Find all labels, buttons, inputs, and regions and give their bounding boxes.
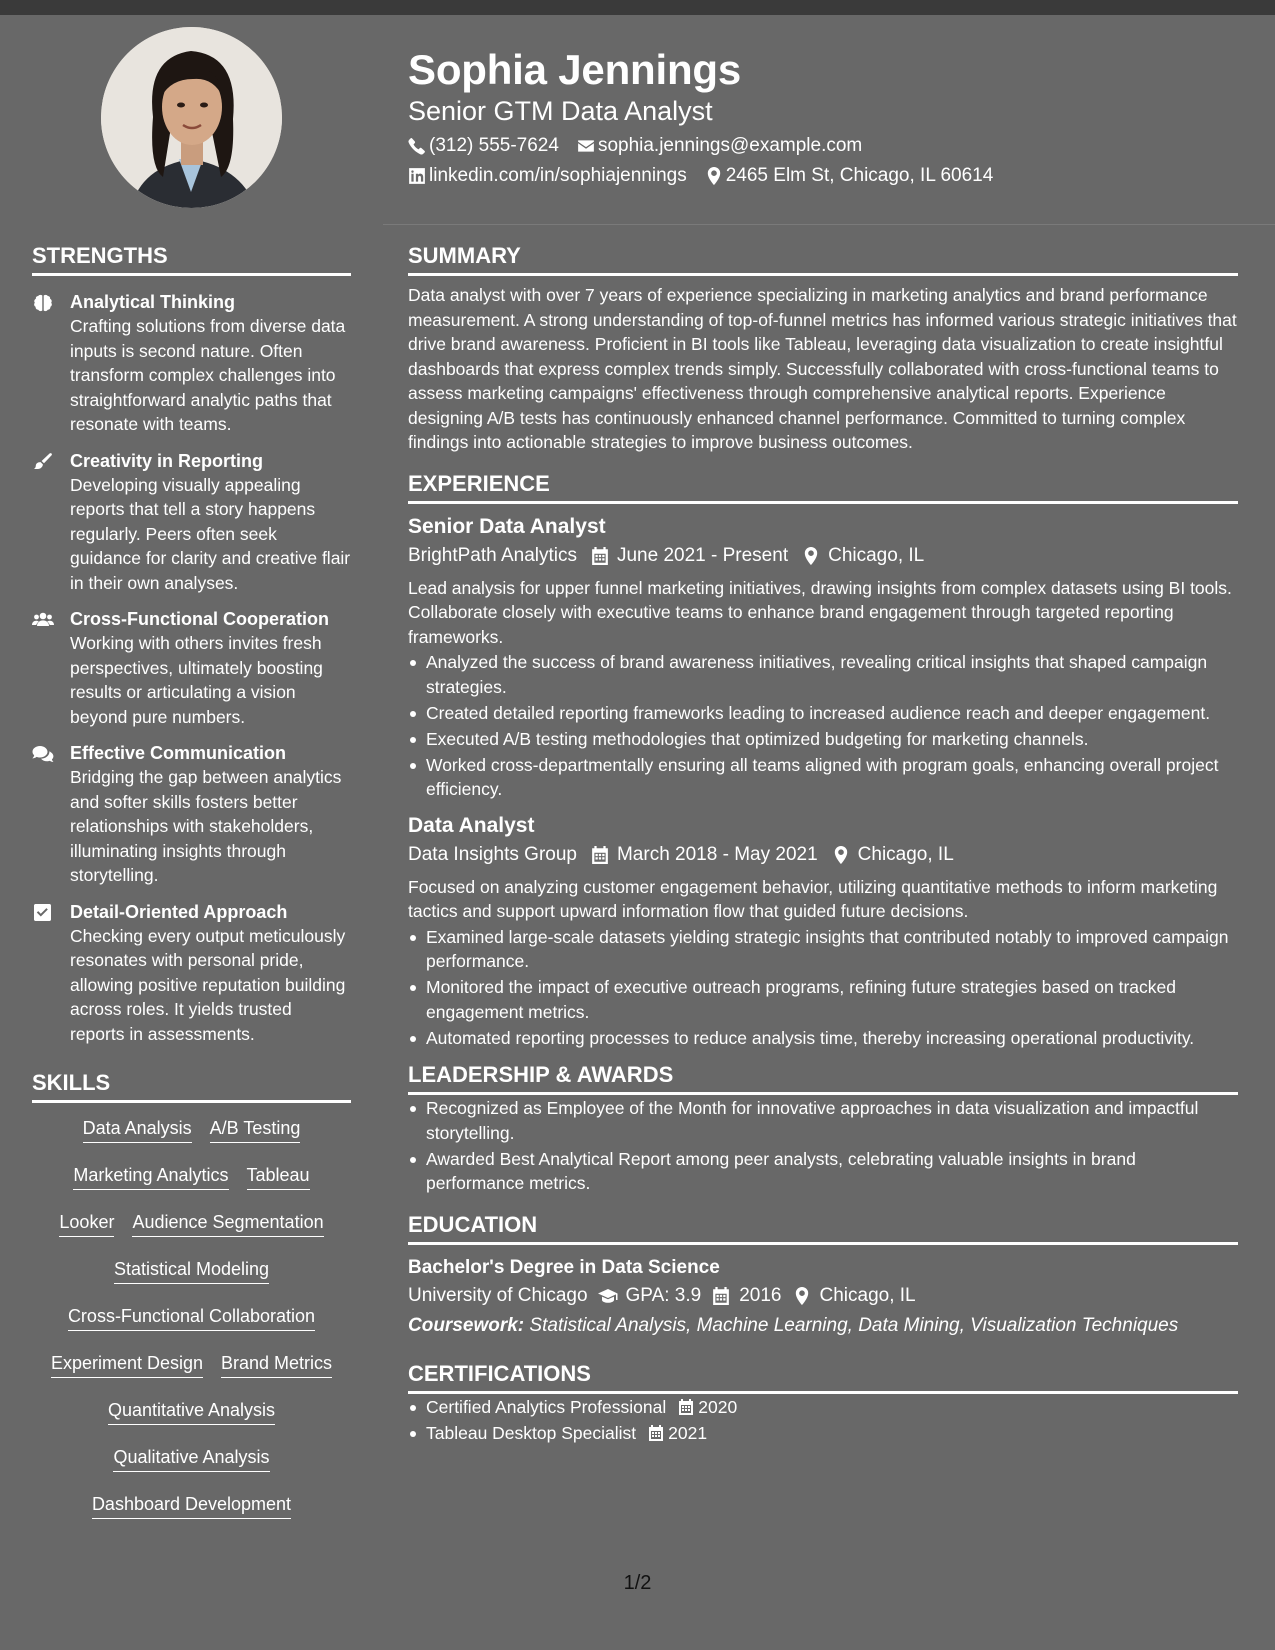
school-name: University of Chicago: [408, 1284, 588, 1306]
linkedin-item[interactable]: [408, 164, 687, 188]
address-item: [705, 164, 994, 188]
leadership-heading: LEADERSHIP & AWARDS: [408, 1062, 1238, 1095]
job-title: Senior Data Analyst: [408, 514, 606, 538]
strength-desc: Bridging the gap between analytics and softer skills fosters better relationships with stakeholders, illuminating insights through storytelling.: [70, 767, 342, 885]
skill-tag: Tableau: [247, 1162, 310, 1190]
bullet-item: Created detailed reporting frameworks leading to increased audience reach and deeper engagement.: [408, 701, 1238, 726]
strength-desc: Working with others invites fresh perspectives, ultimately boosting results or articulating a vision beyond pure numbers.: [70, 633, 323, 727]
coursework-text: Statistical Analysis, Machine Learning, Data Mining, Visualization Techniques: [529, 1314, 1179, 1336]
skill-tag: Statistical Modeling: [114, 1256, 269, 1284]
bullet-item: Worked cross-departmentally ensuring all teams aligned with program goals, enhancing overall project efficiency.: [408, 753, 1238, 802]
candidate-title: Senior GTM Data Analyst: [408, 96, 713, 126]
job-description: Focused on analyzing customer engagement behavior, utilizing quantitative methods to inform marketing tactics and support upward information flow that guided future decisions.: [408, 876, 1218, 921]
job-entry: [408, 513, 1238, 802]
skill-tag: Looker: [59, 1209, 114, 1237]
graduation-cap-icon: [598, 1287, 618, 1305]
job-meta: [408, 541, 1238, 571]
brain-icon: [32, 294, 54, 312]
email-text: sophia.jennings@example.com: [597, 135, 863, 156]
leadership-list: [408, 1096, 1238, 1196]
bullet-item: Monitored the impact of executive outreach programs, refining future strategies based on tracked engagement metrics.: [408, 975, 1238, 1024]
strengths-heading: STRENGTHS: [32, 243, 351, 276]
skills-heading: SKILLS: [32, 1070, 351, 1103]
map-pin-icon: [792, 1287, 812, 1305]
coursework-label: Coursework:: [408, 1314, 525, 1336]
contact-row-1: [408, 134, 1248, 158]
skill-tag: Qualitative Analysis: [113, 1444, 269, 1472]
linkedin-text: linkedin.com/in/sophiajennings: [429, 165, 687, 186]
certification-year: 2020: [698, 1396, 738, 1417]
job-entry: [408, 812, 1238, 1051]
bullet-item: Automated reporting processes to reduce analysis time, thereby increasing operational productivity.: [408, 1026, 1238, 1051]
calendar-icon: [591, 547, 609, 565]
summary-heading: SUMMARY: [408, 243, 1238, 276]
calendar-icon: [678, 1399, 694, 1415]
calendar-icon: [711, 1287, 731, 1305]
calendar-icon: [591, 846, 609, 864]
top-bar: [0, 0, 1275, 15]
strength-desc: Crafting solutions from diverse data inputs is second nature. Often transform complex challenges into straightforward analytic paths that resonate with teams.: [70, 316, 346, 434]
skill-tag: Experiment Design: [51, 1350, 203, 1378]
award-item: Awarded Best Analytical Report among peer analysts, celebrating valuable insights in brand performance metrics.: [408, 1147, 1238, 1196]
school-location: Chicago, IL: [819, 1284, 916, 1306]
certification-name: Certified Analytics Professional: [426, 1396, 667, 1417]
checkbox-icon: [32, 904, 54, 922]
email-item[interactable]: [577, 134, 862, 158]
certification-item: [408, 1395, 1238, 1420]
map-pin-icon: [705, 167, 723, 185]
phone-icon: [408, 137, 426, 155]
calendar-icon: [648, 1425, 664, 1441]
phone-item[interactable]: [408, 134, 559, 158]
job-location: Chicago, IL: [828, 544, 925, 566]
strength-desc: Checking every output meticulously resonates with personal pride, allowing positive reputation building across roles. It yields trusted reports in assessments.: [70, 925, 346, 1044]
skill-tag: Data Analysis: [83, 1115, 192, 1143]
comments-icon: [32, 745, 54, 763]
linkedin-icon: [408, 167, 426, 185]
page-number: 1/2: [623, 1572, 652, 1594]
job-meta: [408, 840, 1238, 870]
job-bullets: [408, 650, 1238, 802]
profile-photo: [101, 27, 282, 208]
skill-tag: Quantitative Analysis: [108, 1397, 275, 1425]
job-dates: March 2018 - May 2021: [616, 843, 818, 865]
phone-text: (312) 555-7624: [429, 135, 559, 156]
strength-title: Creativity in Reporting: [70, 450, 264, 471]
header-divider: [383, 224, 1275, 225]
degree-title: Bachelor's Degree in Data Science: [408, 1256, 720, 1278]
graduation-year: 2016: [739, 1284, 782, 1306]
job-description: Lead analysis for upper funnel marketing initiatives, drawing insights from complex datasets using BI tools. Collaborate closely with executive teams to enhance brand engagement through targeted reporting frameworks.: [408, 577, 1232, 647]
strength-item: [32, 449, 351, 596]
education-heading: EDUCATION: [408, 1212, 1238, 1245]
strength-item: [32, 607, 351, 729]
strength-item: [32, 900, 351, 1047]
strength-item: [32, 290, 351, 437]
map-pin-icon: [802, 547, 820, 565]
certification-name: Tableau Desktop Specialist: [426, 1422, 637, 1443]
strength-desc: Developing visually appealing reports that tell a story happens regularly. Peers often seek guidance for clarity and creative flair in their own analyses.: [70, 474, 351, 593]
envelope-icon: [577, 137, 595, 155]
bullet-item: Examined large-scale datasets yielding strategic insights that contributed notably to improved campaign performance.: [408, 925, 1238, 974]
resume-header: [408, 44, 1248, 188]
left-column: [32, 243, 351, 1538]
skill-tag: Cross-Functional Collaboration: [68, 1303, 315, 1331]
gpa-text: GPA: 3.9: [625, 1284, 702, 1306]
certification-year: 2021: [668, 1422, 708, 1443]
skill-tag: Brand Metrics: [221, 1350, 332, 1378]
strengths-list: [32, 290, 351, 1046]
certifications-heading: CERTIFICATIONS: [408, 1361, 1238, 1394]
skill-tag: Dashboard Development: [92, 1491, 291, 1519]
job-title: Data Analyst: [408, 813, 535, 837]
skills-list: [32, 1103, 351, 1538]
experience-heading: EXPERIENCE: [408, 471, 1238, 504]
certification-item: [408, 1421, 1238, 1446]
address-text: 2465 Elm St, Chicago, IL 60614: [725, 165, 994, 186]
strength-title: Analytical Thinking: [70, 292, 236, 312]
bullet-item: Executed A/B testing methodologies that optimized budgeting for marketing channels.: [408, 727, 1238, 752]
job-dates: June 2021 - Present: [616, 544, 789, 566]
strength-item: [32, 741, 351, 888]
summary-text: Data analyst with over 7 years of experience specializing in marketing analytics and brand performance measurement. A strong understanding of top-of-funnel metrics has informed various strategic initiatives that drive brand awareness. Proficient in BI tools like Tableau, leveraging data visualization to create insightful dashboards that express complex trends simply. Successfully collaborated with cross-functional teams to assess marketing campaigns' effectiveness through comprehensive analytical reports. Experience designing A/B tests has continuously enhanced channel performance. Committed to turning complex findings into actionable strategies to improve business outcomes.: [408, 285, 1237, 452]
job-location: Chicago, IL: [857, 843, 954, 865]
skill-tag: A/B Testing: [210, 1115, 301, 1143]
map-pin-icon: [832, 846, 850, 864]
company-name: BrightPath Analytics: [408, 544, 577, 566]
paintbrush-icon: [32, 453, 54, 471]
contact-row-2: [408, 164, 1248, 188]
education-meta: [408, 1281, 1238, 1311]
strength-title: Effective Communication: [70, 743, 287, 763]
strength-title: Detail-Oriented Approach: [70, 901, 288, 922]
candidate-name: Sophia Jennings: [408, 46, 742, 93]
users-icon: [32, 611, 54, 629]
skill-tag: Audience Segmentation: [132, 1209, 323, 1237]
job-bullets: [408, 925, 1238, 1051]
right-column: [408, 243, 1238, 1447]
certifications-list: [408, 1395, 1238, 1446]
strength-title: Cross-Functional Cooperation: [70, 609, 330, 629]
skill-tag: Marketing Analytics: [73, 1162, 228, 1190]
award-item: Recognized as Employee of the Month for innovative approaches in data visualization and impactful storytelling.: [408, 1096, 1238, 1145]
company-name: Data Insights Group: [408, 843, 577, 865]
bullet-item: Analyzed the success of brand awareness initiatives, revealing critical insights that shaped campaign strategies.: [408, 650, 1238, 699]
coursework: [408, 1311, 1238, 1341]
